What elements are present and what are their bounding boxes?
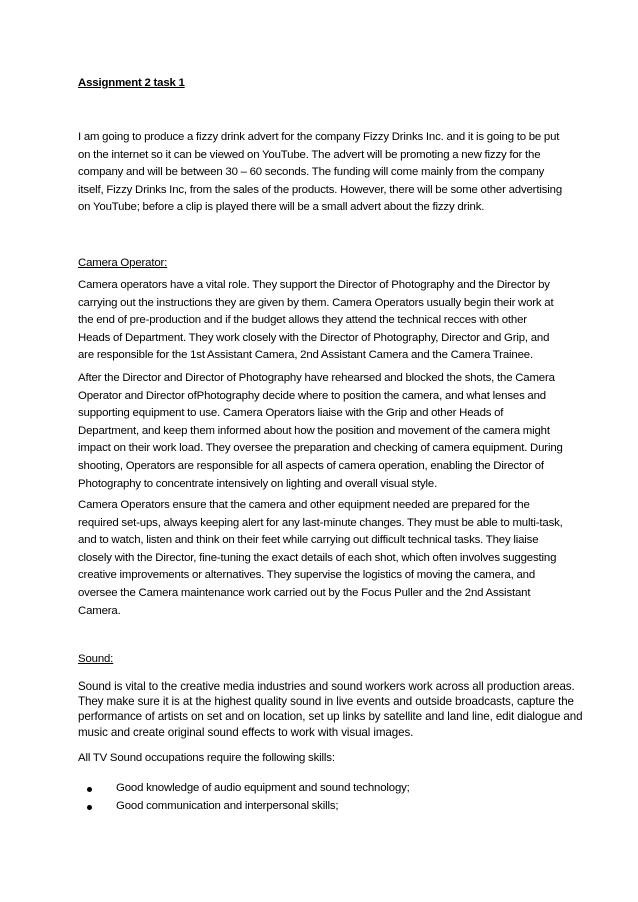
text-line: itself, Fizzy Drinks Inc, from the sales of the products. However, there will be some other advertising bbox=[78, 183, 563, 196]
intro-paragraph bbox=[78, 129, 562, 217]
list-item-text: Good knowledge of audio equipment and sound technology; bbox=[116, 782, 410, 794]
sound-paragraph-1 bbox=[78, 679, 582, 740]
text-line: the end of pre-production and if the budget allows they attend the technical recces with other bbox=[78, 314, 527, 327]
text-line: shooting, Operators are responsible for all aspects of camera operation, enabling the Director of bbox=[78, 459, 544, 472]
text-line: I am going to produce a fizzy drink advert for the company Fizzy Drinks Inc. and it is going to be put bbox=[78, 131, 560, 143]
camera-paragraph-1 bbox=[78, 277, 554, 365]
text-line: are responsible for the 1st Assistant Camera, 2nd Assistant Camera and the Camera Trainee. bbox=[78, 349, 533, 362]
text-line: oversee the Camera maintenance work carried out by the Focus Puller and the 2nd Assistant bbox=[78, 586, 531, 599]
text-line: Photography to concentrate intensively on lighting and overall visual style. bbox=[78, 477, 438, 490]
list-item bbox=[78, 780, 410, 798]
camera-paragraph-3 bbox=[78, 497, 563, 620]
text-line: Camera operators have a vital role. They support the Director of Photography and the Director by bbox=[78, 279, 550, 291]
text-line: impact on their work load. They oversee the preparation and checking of camera equipment. During bbox=[78, 442, 563, 455]
text-line: and to watch, listen and think on their feet while carrying out difficult technical tasks. They liaise bbox=[78, 534, 539, 547]
skills-list bbox=[78, 780, 410, 815]
document-title: Assignment 2 task 1 bbox=[78, 77, 185, 89]
text-line: creative improvements or alternatives. They supervise the logistics of moving the camera, and bbox=[78, 569, 536, 582]
bullet-icon bbox=[87, 787, 92, 792]
list-item bbox=[78, 798, 410, 816]
text-line: Camera. bbox=[78, 604, 121, 617]
text-line: Heads of Department. They work closely with the Director of Photography, Director and Grip, and bbox=[78, 331, 550, 344]
text-line: closely with the Director, fine-tuning the exact details of each shot, which often involves suggesting bbox=[78, 551, 557, 564]
text-line: They make sure it is at the highest quality sound in live events and outside broadcasts, capture the bbox=[78, 695, 574, 709]
text-line: music and create original sound effects to work with visual images. bbox=[78, 725, 414, 739]
text-line: Operator and Director ofPhotography decide where to position the camera, and what lenses and bbox=[78, 389, 546, 402]
text-line: carrying out the instructions they are given by them. Camera Operators usually begin their work at bbox=[78, 296, 554, 309]
text-line: on YouTube; before a clip is played there will be a small advert about the fizzy drink. bbox=[78, 201, 485, 214]
text-line: company and will be between 30 – 60 seconds. The funding will come mainly from the company bbox=[78, 166, 545, 179]
sound-heading: Sound: bbox=[78, 653, 114, 665]
text-line: supporting equipment to use. Camera Operators liaise with the Grip and other Heads of bbox=[78, 407, 504, 420]
text-line: required set-ups, always keeping alert for any last-minute changes. They must be able to multi-task, bbox=[78, 516, 563, 529]
text-line: Department, and keep them informed about how the position and movement of the camera might bbox=[78, 424, 550, 437]
text-line: After the Director and Director of Photography have rehearsed and blocked the shots, the Camera bbox=[78, 372, 555, 384]
bullet-icon bbox=[87, 805, 92, 810]
text-line: performance of artists on set and on location, set up links by satellite and land line, edit dialogue and bbox=[78, 710, 583, 724]
text-line: on the internet so it can be viewed on YouTube. The advert will be promoting a new fizzy for the bbox=[78, 148, 541, 161]
camera-operator-heading: Camera Operator: bbox=[78, 257, 168, 269]
skills-intro: All TV Sound occupations require the following skills: bbox=[78, 752, 335, 764]
list-item-text: Good communication and interpersonal skills; bbox=[116, 799, 339, 812]
text-line: Sound is vital to the creative media industries and sound workers work across all production areas. bbox=[78, 680, 575, 693]
camera-paragraph-2 bbox=[78, 370, 563, 493]
text-line: Camera Operators ensure that the camera and other equipment needed are prepared for the bbox=[78, 499, 530, 511]
